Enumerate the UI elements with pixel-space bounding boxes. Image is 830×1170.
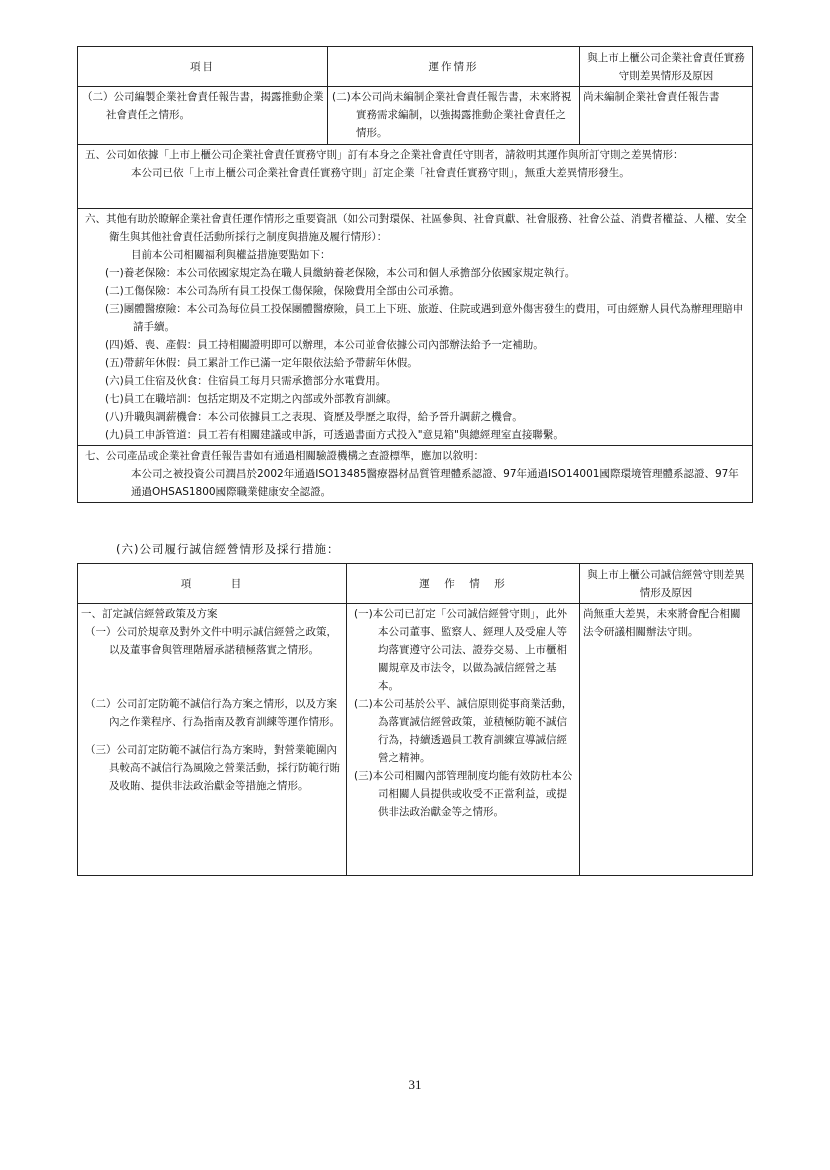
header-difference: 與上市上櫃公司企業社會責任實務守則差異情形及原因 xyxy=(580,47,753,87)
welfare-item: (四)婚、喪、產假：員工持相關證明即可以辦理，本公司並會依據公司內部辦法給予一定補助。 xyxy=(105,339,544,351)
section-six-title: 六、其他有助於瞭解企業社會責任運作情形之重要資訊（如公司對環保、社區參與、社會貢獻、社會服務、社會公益、消費者權益、人權、安全衛生與其他社會責任活動所採行之制度與措施及履行情形）： xyxy=(85,213,747,243)
header-status: 運作情形 xyxy=(328,47,580,87)
section-seven-body: 本公司之被投資公司潤昌於2002年通過ISO13485醫療器材品質管理體系認證、97年通過ISO14001國際環境管理體系認證、97年通過OHSAS1800國際職業健康安全認證。 xyxy=(131,468,739,498)
integrity-status xyxy=(347,604,580,876)
csr-table xyxy=(77,46,753,503)
integrity-item: （一）公司於規章及對外文件中明示誠信經營之政策，以及董事會與管理階層承諾積極落實之情形。 xyxy=(85,626,337,656)
header-item: 項 目 xyxy=(78,564,347,604)
integrity-status-item: (一)本公司已訂定「公司誠信經營守則」，此外本公司董事、監察人、經理人及受雇人等均落實遵守公司法、證券交易、上市櫃相關規章及市法令，以做為誠信經營之基本。 xyxy=(354,608,567,692)
section-seven-title: 七、公司產品或企業社會責任報告書如有通過相關驗證機構之查證標準，應加以敘明： xyxy=(85,450,484,462)
status-csr-report: (二)本公司尚未編制企業社會責任報告書，未來將視實務需求編制，以強揭露推動企業社會責任之情形。 xyxy=(328,87,580,145)
welfare-item: (二)工傷保險：本公司為所有員工投保工傷保險，保險費用全部由公司承擔。 xyxy=(105,285,460,297)
welfare-item: (九)員工申訴管道：員工若有相關建議或申訴，可透過書面方式投入"意見箱"與總經理室直接聯繫。 xyxy=(105,429,564,441)
section-six-lead: 目前本公司相關福利與權益措施要點如下： xyxy=(131,249,331,261)
welfare-item: (六)員工住宿及伙食：住宿員工每月只需承擔部分水電費用。 xyxy=(105,375,387,387)
section-five-body: 本公司已依「上市上櫃公司企業社會責任實務守則」訂定企業「社會責任實務守則」，無重大差異情形發生。 xyxy=(131,167,630,179)
integrity-difference: 尚無重大差異，未來將會配合相關法令研議相關辦法守則。 xyxy=(580,604,753,876)
integrity-status-item: (二)本公司基於公平、誠信原則從事商業活動，為落實誠信經營政策，並積極防範不誠信行為，持續透過員工教育訓練宣導誠信經營之精神。 xyxy=(354,698,573,764)
section-five xyxy=(78,145,753,209)
welfare-item: (三)團體醫療險：本公司為每位員工投保團體醫療險，員工上下班、旅遊、住院或遇到意外傷害發生的費用，可由經辦人員代為辦理理賠申請手續。 xyxy=(105,303,744,333)
header-difference: 與上市上櫃公司誠信經營守則差異情形及原因 xyxy=(580,564,753,604)
section-five-title: 五、公司如依據「上市上櫃公司企業社會責任實務守則」訂有本身之企業社會責任守則者，請敘明其運作與所訂守則之差異情形： xyxy=(85,149,684,161)
welfare-item: (七)員工在職培訓：包括定期及不定期之內部或外部教育訓練。 xyxy=(105,393,397,405)
integrity-item: （二）公司訂定防範不誠信行為方案之情形，以及方案內之作業程序、行為指南及教育訓練等運作情形。 xyxy=(85,698,340,728)
header-item: 項目 xyxy=(78,47,328,87)
item-csr-report: （二）公司編製企業社會責任報告書，揭露推動企業社會責任之情形。 xyxy=(78,87,328,145)
integrity-items xyxy=(78,604,347,876)
integrity-section-title: 一、訂定誠信經營政策及方案 xyxy=(81,608,218,620)
page-number: 31 xyxy=(408,1077,422,1092)
difference-csr-report: 尚未編制企業社會責任報告書 xyxy=(580,87,753,145)
section-six xyxy=(78,209,753,446)
integrity-table xyxy=(77,563,753,876)
integrity-item: （三）公司訂定防範不誠信行為方案時，對營業範圍內具較高不誠信行為風險之營業活動，採行防範行賄及收賄、提供非法政治獻金等措施之情形。 xyxy=(85,744,340,792)
welfare-item: (八)升職與調薪機會：本公司依據員工之表現、資歷及學歷之取得，給予晉升調薪之機會。 xyxy=(105,411,523,423)
integrity-status-item: (三)本公司相關內部管理制度均能有效防杜本公司相關人員提供或收受不正當利益，或提供非法政治獻金等之情形。 xyxy=(354,770,573,818)
section-seven xyxy=(78,446,753,503)
welfare-item: (一)養老保險：本公司依國家規定為在職人員繳納養老保險，本公司和個人承擔部分依國家規定執行。 xyxy=(105,267,576,279)
header-status: 運 作 情 形 xyxy=(347,564,580,604)
welfare-item: (五)帶薪年休假：員工累計工作已滿一定年限依法給予帶薪年休假。 xyxy=(105,357,418,369)
section-caption: (六)公司履行誠信經營情形及採行措施： xyxy=(116,542,340,556)
